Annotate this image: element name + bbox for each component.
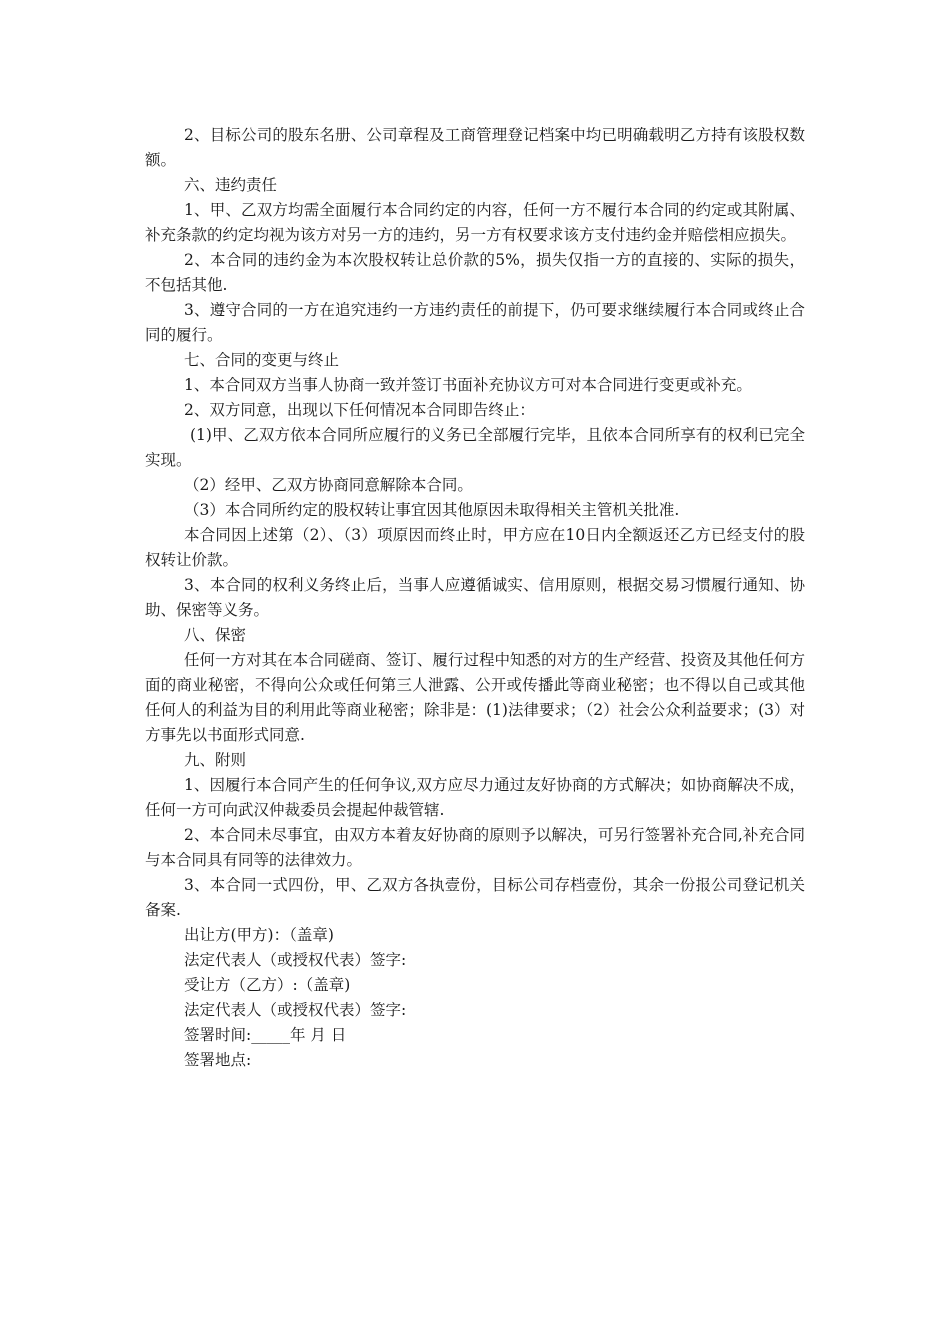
clause-7-3: 3、本合同的权利义务终止后，当事人应遵循诚实、信用原则，根据交易习惯履行通知、协助、保密等义务。 xyxy=(145,576,805,619)
clause-7-2-item-2: （2）经甲、乙双方协商同意解除本合同。 xyxy=(184,476,473,494)
signature-transferor: 出让方(甲方)：（盖章) xyxy=(184,926,334,944)
clause-9-1: 1、因履行本合同产生的任何争议,双方应尽力通过友好协商的方式解决；如协商解决不成，任何一方可向武汉仲裁委员会提起仲裁管辖. xyxy=(145,776,805,819)
clause-7-2-item-1: (1)甲、乙双方依本合同所应履行的义务已全部履行完毕，且依本合同所享有的权利已完全实现。 xyxy=(145,426,805,469)
section-heading-confidentiality: 八、保密 xyxy=(184,626,247,644)
section-heading-amendment: 七、合同的变更与终止 xyxy=(184,351,340,369)
section-heading-breach: 六、违约责任 xyxy=(184,176,278,194)
clause-9-2: 2、本合同未尽事宜，由双方本着友好协商的原则予以解决，可另行签署补充合同,补充合同与本合同具有同等的法律效力。 xyxy=(145,826,805,869)
signing-place: 签署地点: xyxy=(184,1051,252,1069)
signature-transferee: 受让方（乙方）:（盖章) xyxy=(184,976,351,994)
clause-6-2: 2、本合同的违约金为本次股权转让总价款的5%，损失仅指一方的直接的、实际的损失，不包括其他. xyxy=(145,251,805,294)
clause-7-1: 1、本合同双方当事人协商一致并签订书面补充协议方可对本合同进行变更或补充。 xyxy=(184,376,752,394)
signing-date: 签署时间:_____年 月 日 xyxy=(184,1026,347,1044)
clause-7-2-refund: 本合同因上述第（2）、（3）项原因而终止时，甲方应在10日内全额返还乙方已经支付的股权转让价款。 xyxy=(145,526,805,569)
clause-7-2-item-3: （3）本合同所约定的股权转让事宜因其他原因未取得相关主管机关批准. xyxy=(184,501,680,519)
clause-8-body: 任何一方对其在本合同磋商、签订、履行过程中知悉的对方的生产经营、投资及其他任何方面的商业秘密，不得向公众或任何第三人泄露、公开或传播此等商业秘密；也不得以自己或其他任何人的利益为目的利用此等商业秘密；除非是：(1)法律要求；（2）社会公众利益要求；(3）对方事先以书面形式同意. xyxy=(145,651,805,744)
clause-7-2: 2、双方同意，出现以下任何情况本合同即告终止： xyxy=(184,401,535,419)
clause-6-3: 3、遵守合同的一方在追究违约一方违约责任的前提下，仍可要求继续履行本合同或终止合同的履行。 xyxy=(145,301,805,344)
section-heading-supplementary: 九、附则 xyxy=(184,751,247,769)
clause-6-1: 1、甲、乙双方均需全面履行本合同约定的内容，任何一方不履行本合同的约定或其附属、补充条款的约定均视为该方对另一方的违约，另一方有权要求该方支付违约金并赔偿相应损失。 xyxy=(145,201,805,244)
clause-5-2: 2、目标公司的股东名册、公司章程及工商管理登记档案中均已明确载明乙方持有该股权数额。 xyxy=(145,126,805,169)
clause-9-3: 3、本合同一式四份，甲、乙双方各执壹份，目标公司存档壹份，其余一份报公司登记机关备案. xyxy=(145,876,805,919)
signature-representative-b: 法定代表人（或授权代表）签字: xyxy=(184,1001,407,1019)
signature-representative-a: 法定代表人（或授权代表）签字: xyxy=(184,951,407,969)
contract-text xyxy=(145,123,805,1073)
